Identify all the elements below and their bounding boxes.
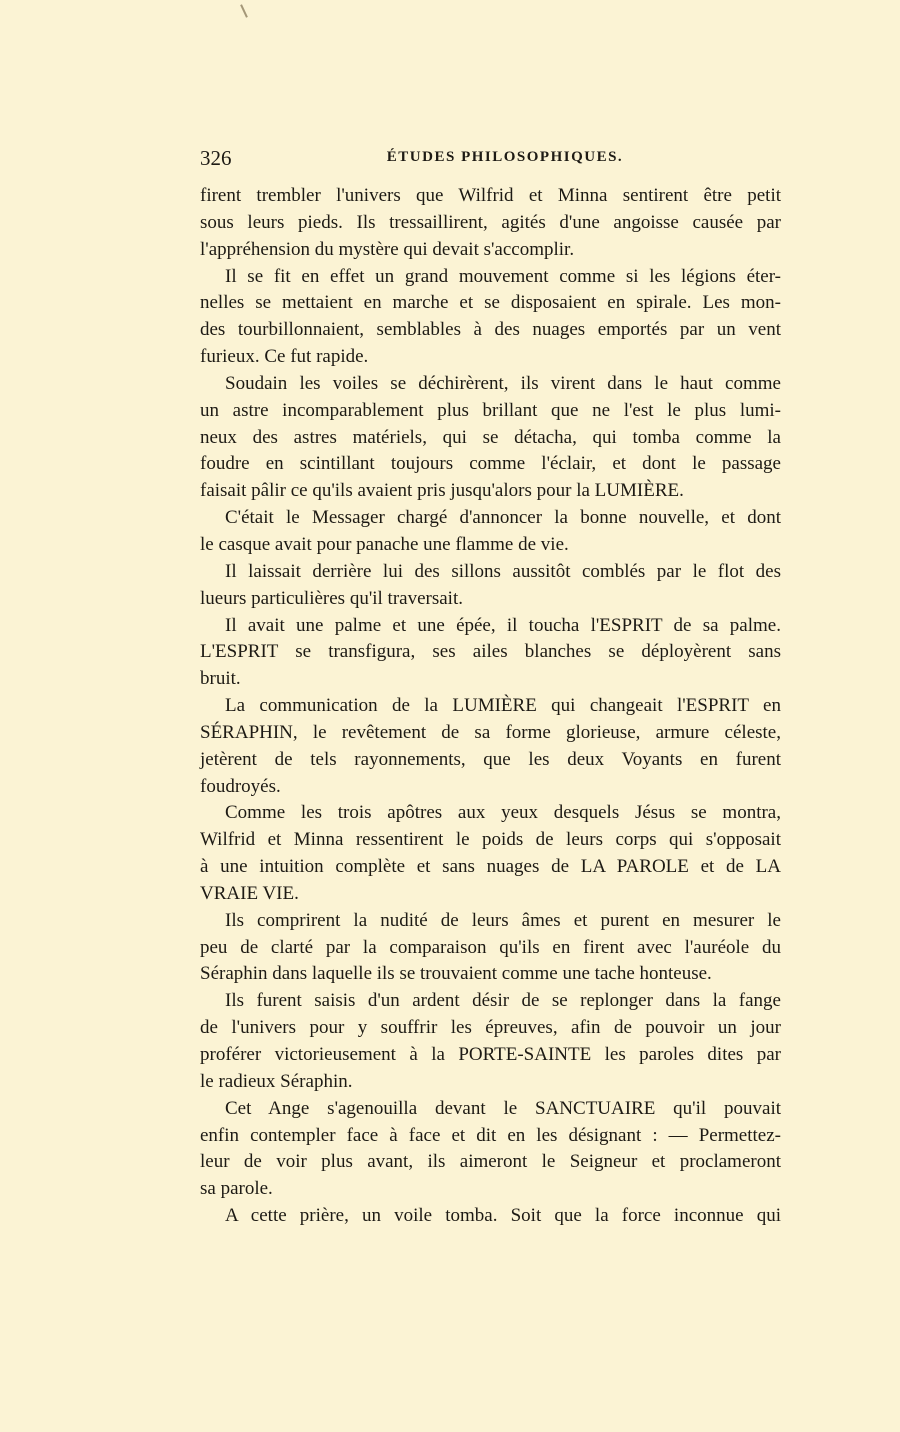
text-line: VRAIE VIE. <box>200 882 299 904</box>
text-line: Séraphin dans laquelle ils se trouvaient comme une tache honteuse. <box>200 963 712 985</box>
text-line: jetèrent de tels rayonnements, que les deux Voyants en furent <box>200 748 781 770</box>
text-line: foudroyés. <box>200 775 281 797</box>
text-line: l'appréhension du mystère qui devait s'accomplir. <box>200 238 575 260</box>
text-line: des tourbillonnaient, semblables à des nuages emportés par un vent <box>200 319 781 341</box>
text-line: peu de clarté par la comparaison qu'ils en firent avec l'auréole du <box>200 936 781 958</box>
page-number: 326 <box>200 146 232 170</box>
text-line: furieux. Ce fut rapide. <box>200 346 369 368</box>
text-line: Soudain les voiles se déchirèrent, ils virent dans le haut comme <box>225 372 781 394</box>
text-line: Ils furent saisis d'un ardent désir de se replonger dans la fange <box>225 990 781 1012</box>
text-line: de l'univers pour y souffrir les épreuves, afin de pouvoir un jour <box>200 1017 781 1039</box>
page-body-text <box>200 183 781 1230</box>
paragraph <box>200 908 781 989</box>
text-line: un astre incomparablement plus brillant que ne l'est le plus lumi- <box>200 399 781 421</box>
text-line: SÉRAPHIN, le revêtement de sa forme glorieuse, armure céleste, <box>200 721 781 743</box>
text-line: Il laissait derrière lui des sillons aussitôt comblés par le flot des <box>225 560 781 582</box>
paragraph <box>200 559 781 613</box>
paragraph <box>200 988 781 1095</box>
text-line: sous leurs pieds. Ils tressaillirent, agités d'une angoisse causée par <box>200 211 781 233</box>
paragraph <box>200 505 781 559</box>
text-line: A cette prière, un voile tomba. Soit que la force inconnue qui <box>225 1205 781 1227</box>
running-title: ÉTUDES PHILOSOPHIQUES. <box>386 149 624 165</box>
text-line: le casque avait pour panache une flamme de vie. <box>200 533 569 555</box>
page-header <box>200 146 780 174</box>
paragraph <box>200 1096 781 1203</box>
paragraph <box>200 613 781 694</box>
text-line: faisait pâlir ce qu'ils avaient pris jusqu'alors pour la LUMIÈRE. <box>200 480 684 502</box>
text-line: Il avait une palme et une épée, il toucha l'ESPRIT de sa palme. <box>225 614 781 636</box>
text-line: C'était le Messager chargé d'annoncer la bonne nouvelle, et dont <box>225 507 781 529</box>
text-line: proférer victorieusement à la PORTE-SAINTE les paroles dites par <box>200 1044 781 1065</box>
paragraph <box>200 264 781 371</box>
text-line: le radieux Séraphin. <box>200 1070 353 1092</box>
paragraph <box>200 1203 781 1230</box>
text-line: à une intuition complète et sans nuages de LA PAROLE et de LA <box>200 856 781 878</box>
text-line: sa parole. <box>200 1178 273 1200</box>
text-line: nelles se mettaient en marche et se disposaient en spirale. Les mon- <box>200 292 781 314</box>
text-line: leur de voir plus avant, ils aimeront le Seigneur et proclameront <box>200 1151 781 1173</box>
text-line: enfin contempler face à face et dit en les désignant : — Permettez- <box>200 1124 781 1146</box>
text-line: foudre en scintillant toujours comme l'éclair, et dont le passage <box>200 453 781 475</box>
text-line: Il se fit en effet un grand mouvement comme si les légions éter- <box>225 265 781 287</box>
text-line: La communication de la LUMIÈRE qui changeait l'ESPRIT en <box>225 695 781 717</box>
text-line: L'ESPRIT se transfigura, ses ailes blanches se déployèrent sans <box>200 641 781 663</box>
text-line: Wilfrid et Minna ressentirent le poids de leurs corps qui s'opposait <box>200 829 781 851</box>
paragraph <box>200 693 781 800</box>
text-line: Comme les trois apôtres aux yeux desquels Jésus se montra, <box>225 802 781 824</box>
text-line: Cet Ange s'agenouilla devant le SANCTUAIRE qu'il pouvait <box>225 1097 781 1119</box>
text-line: lueurs particulières qu'il traversait. <box>200 587 463 609</box>
paragraph <box>200 371 781 505</box>
text-line: bruit. <box>200 668 241 690</box>
scan-mark <box>240 4 248 18</box>
paragraph <box>200 800 781 907</box>
text-line: firent trembler l'univers que Wilfrid et Minna sentirent être petit <box>200 185 781 206</box>
paragraph <box>200 183 781 264</box>
text-line: Ils comprirent la nudité de leurs âmes et purent en mesurer le <box>225 909 781 931</box>
text-line: neux des astres matériels, qui se détacha, qui tomba comme la <box>200 426 781 448</box>
